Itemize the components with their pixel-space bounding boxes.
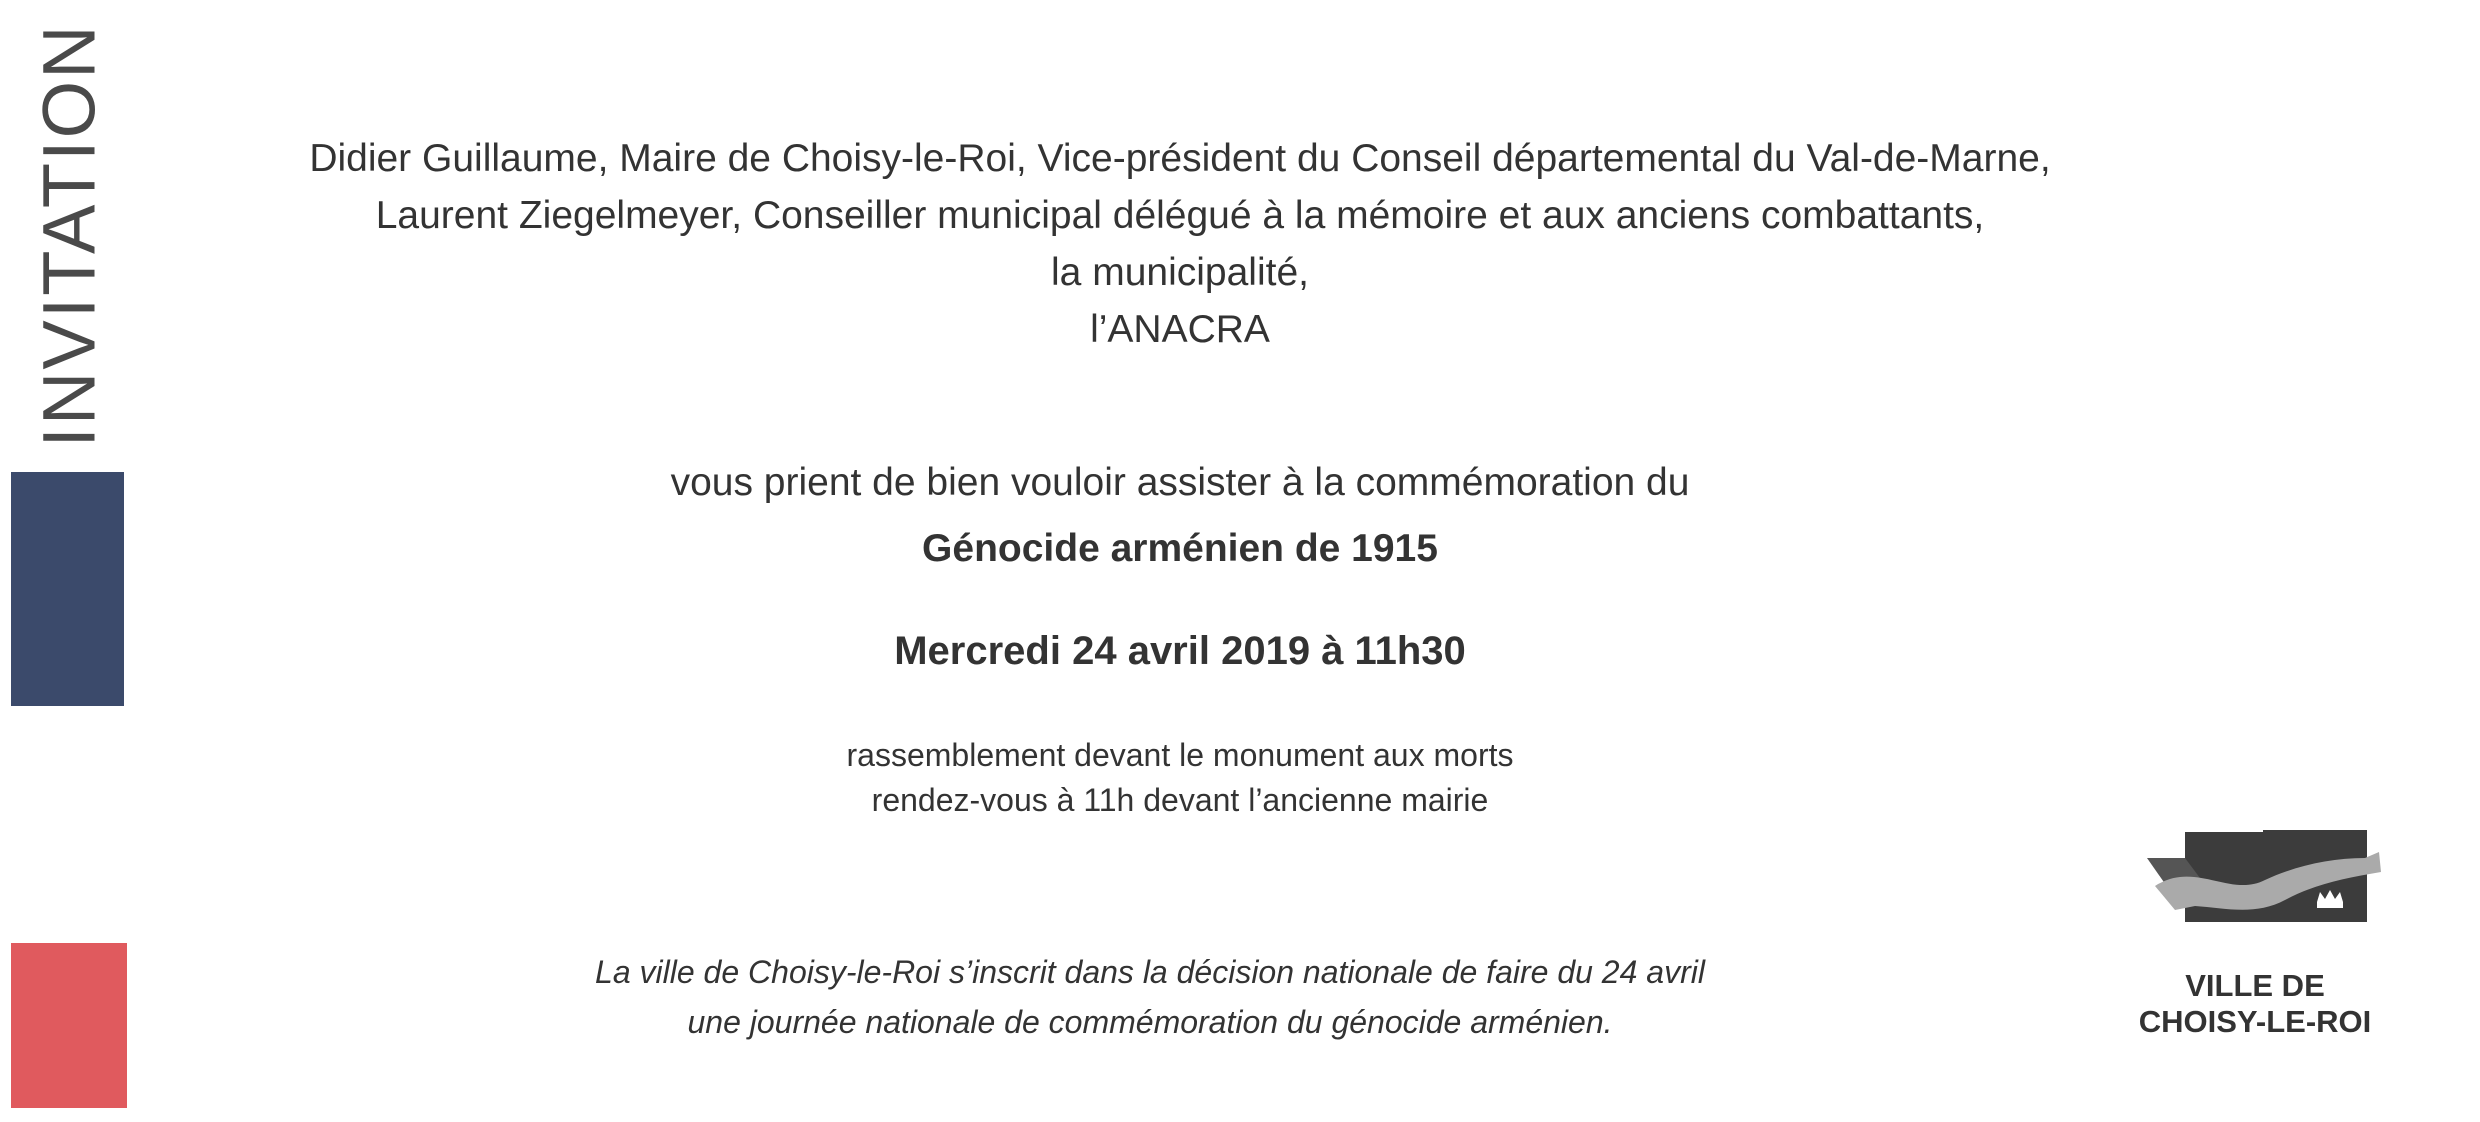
- invitation-label: INVITATION: [27, 22, 111, 448]
- event-details: [180, 733, 2180, 823]
- logo-line1: VILLE DE: [2185, 968, 2325, 1003]
- detail-line: rassemblement devant le monument aux morts: [846, 737, 1514, 773]
- detail-line: rendez-vous à 11h devant l’ancienne mairie: [871, 782, 1489, 818]
- invitation-intro: vous prient de bien vouloir assister à la commémoration du: [670, 461, 1690, 504]
- host-line: l’ANACRA: [1090, 308, 1270, 351]
- host-line: Laurent Ziegelmeyer, Conseiller municipal délégué à la mémoire et aux anciens combattants,: [375, 194, 1985, 237]
- national-note: [300, 947, 2000, 1047]
- red-flag-bar: [11, 943, 127, 1108]
- note-line: une journée nationale de commémoration du génocide arménien.: [687, 1004, 1613, 1040]
- host-line: la municipalité,: [1051, 251, 1309, 294]
- ville-logo-text: [2125, 968, 2385, 1040]
- ville-logo-icon: [2145, 828, 2385, 960]
- note-line: La ville de Choisy-le-Roi s’inscrit dans la décision nationale de faire du 24 avril: [595, 954, 1705, 990]
- event-title: Génocide arménien de 1915: [922, 527, 1438, 570]
- ville-logo: [2125, 828, 2385, 1058]
- host-line: Didier Guillaume, Maire de Choisy-le-Roi, Vice-président du Conseil départemental du Val-de-Marne,: [309, 137, 2051, 180]
- hosts-block: [180, 130, 2180, 358]
- logo-line2: CHOISY-LE-ROI: [2138, 1004, 2372, 1039]
- invitation-side-title: [27, 22, 111, 448]
- blue-flag-bar: [11, 472, 124, 706]
- event-date: Mercredi 24 avril 2019 à 11h30: [894, 629, 1466, 673]
